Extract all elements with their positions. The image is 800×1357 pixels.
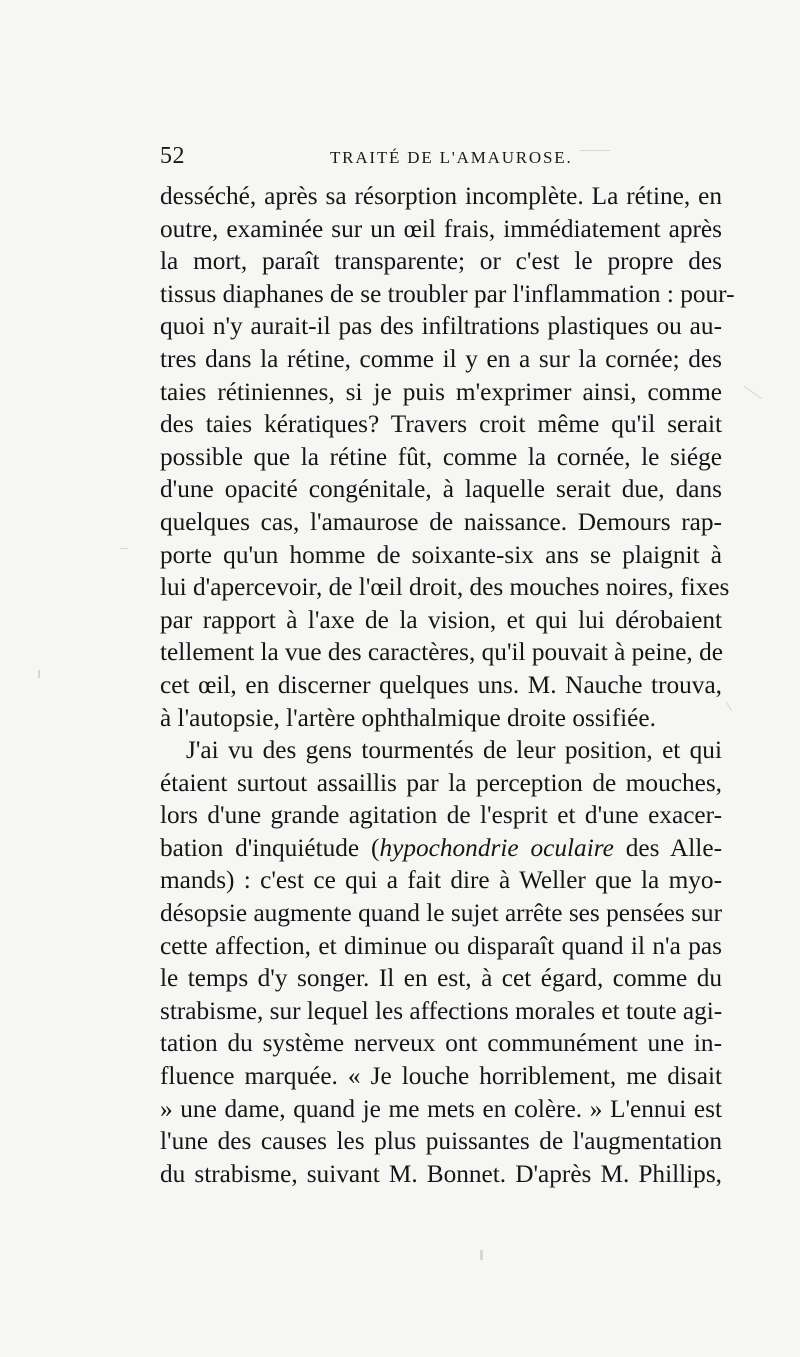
paper-speck <box>38 670 40 678</box>
text-line: quelques cas, l'amaurose de naissance. Demours rap- <box>160 507 722 536</box>
text-line: porte qu'un homme de soixante-six ans se plaignit à <box>160 540 722 569</box>
paragraph-first-line: J'ai vu des gens tourmentés de leur position, et qui <box>186 736 722 765</box>
text-line: la mort, paraît transparente; or c'est le propre des <box>160 247 722 276</box>
text-line: par rapport à l'axe de la vision, et qui lui dérobaient <box>160 605 722 634</box>
text-line: des taies kératiques? Travers croit même qu'il serait <box>160 410 722 439</box>
text-line: cette affection, et diminue ou disparaît quand il n'a pas <box>160 931 722 960</box>
text-line: » une dame, quand je me mets en colère. » L'ennui est <box>160 1094 722 1123</box>
paper-speck <box>744 386 763 399</box>
text-line: d'une opacité congénitale, à laquelle serait due, dans <box>160 475 722 504</box>
text-line: étaient surtout assaillis par la perception de mouches, <box>160 768 722 797</box>
page-header <box>160 143 720 175</box>
text-segment: des Alle- <box>613 833 722 862</box>
italic-term: hypochondrie oculaire <box>379 833 614 862</box>
text-line: lui d'apercevoir, de l'œil droit, des mouches noires, fixes <box>160 573 730 602</box>
text-line: outre, examinée sur un œil frais, immédiatement après <box>160 214 722 243</box>
paper-speck <box>580 150 610 151</box>
text-line: fluence marquée. « Je louche horriblement, me disait <box>160 1062 722 1091</box>
text-line: cet œil, en discerner quelques uns. M. Nauche trouva, <box>160 670 722 699</box>
text-line: du strabisme, suivant M. Bonnet. D'après M. Phillips, <box>160 1159 722 1188</box>
text-line: le temps d'y songer. Il en est, à cet égard, comme du <box>160 964 722 993</box>
body-text <box>160 180 735 1190</box>
text-segment: bation d'inquiétude ( <box>160 833 380 862</box>
page-number: 52 <box>160 143 185 169</box>
text-line: tissus diaphanes de se troubler par l'inflammation : pour- <box>160 279 735 308</box>
text-line: tellement la vue des caractères, qu'il pouvait à peine, de <box>160 638 723 667</box>
text-line: desséché, après sa résorption incomplète. La rétine, en <box>160 182 722 210</box>
text-line: strabisme, sur lequel les affections morales et toute agi- <box>160 996 723 1025</box>
text-line: désopsie augmente quand le sujet arrête ses pensées sur <box>160 899 722 928</box>
text-line: quoi n'y aurait-il pas des infiltrations plastiques ou au- <box>160 312 722 341</box>
text-line: lors d'une grande agitation de l'esprit et d'une exacer- <box>160 801 722 830</box>
text-line: tation du système nerveux ont communément une in- <box>160 1029 722 1058</box>
text-line: mands) : c'est ce qui a fait dire à Weller que la myo- <box>160 866 722 895</box>
paper-speck <box>120 548 128 549</box>
paper-speck <box>480 1250 483 1260</box>
text-line: tres dans la rétine, comme il y en a sur la cornée; des <box>160 344 722 373</box>
text-line: l'une des causes les plus puissantes de l'augmentation <box>160 1127 722 1156</box>
text-line: taies rétiniennes, si je puis m'exprimer ainsi, comme <box>160 377 722 406</box>
text-line-mixed <box>160 832 722 865</box>
text-line: à l'autopsie, l'artère ophthalmique droite ossifiée. <box>160 703 656 732</box>
paper-speck <box>726 702 732 711</box>
running-title: TRAITÉ DE L'AMAUROSE. <box>330 148 573 167</box>
text-line: possible que la rétine fût, comme la cornée, le siége <box>160 442 722 471</box>
